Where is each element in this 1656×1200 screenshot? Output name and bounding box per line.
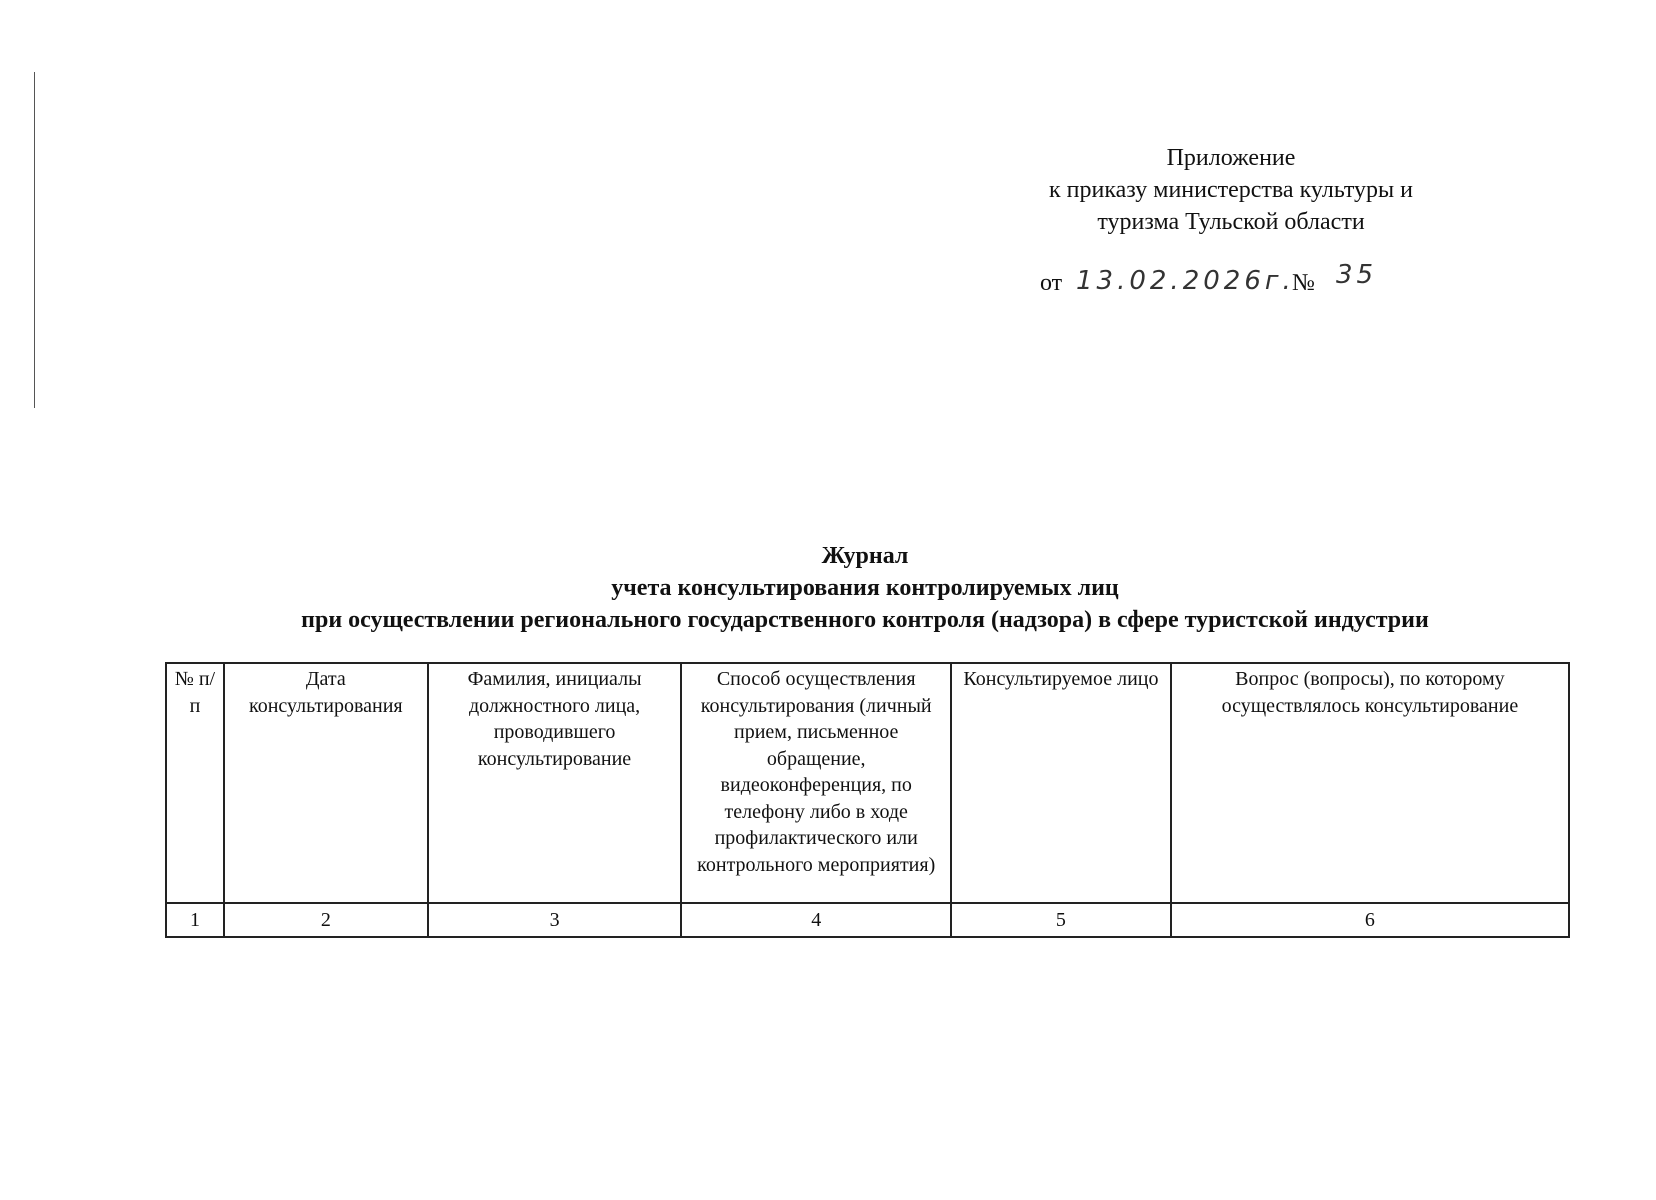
column-header-question: Вопрос (вопросы), по которому осуществлялось консультирование: [1171, 663, 1569, 903]
column-header-official: Фамилия, инициалы должностного лица, проводившего консультирование: [428, 663, 682, 903]
table-header-row: [166, 663, 1569, 903]
column-number-cell: 5: [951, 903, 1171, 937]
column-header-date: Дата консультирования: [224, 663, 428, 903]
page-margin-line: [34, 72, 35, 408]
appendix-ministry: туризма Тульской области: [1097, 209, 1365, 235]
journal-title-subtitle: учета консультирования контролируемых лиц: [611, 575, 1119, 601]
journal-table: [165, 662, 1570, 938]
column-header-person: Консультируемое лицо: [951, 663, 1171, 903]
column-header-method: Способ осуществления консультирования (личный прием, письменное обращение, видеоконференция, по телефону либо в ходе профилактического или контрольного мероприятия): [681, 663, 951, 903]
order-date-handwritten: 13.02.2026г.: [1076, 266, 1295, 296]
appendix-header: [1000, 142, 1462, 238]
appendix-title: Приложение: [1166, 145, 1296, 171]
order-from-label: от: [1040, 270, 1063, 296]
journal-title: [160, 540, 1570, 636]
column-number-row: [166, 903, 1569, 937]
journal-title-scope: при осуществлении регионального государственного контроля (надзора) в сфере туристской индустрии: [301, 607, 1429, 633]
order-date-number: [1040, 262, 1400, 306]
appendix-order-ref: к приказу министерства культуры и: [1048, 177, 1413, 203]
column-number-cell: 1: [166, 903, 224, 937]
column-number-cell: 2: [224, 903, 428, 937]
column-header-number: № п/п: [166, 663, 224, 903]
order-number-handwritten: 35: [1336, 260, 1378, 290]
column-number-cell: 4: [681, 903, 951, 937]
journal-title-main: Журнал: [821, 543, 909, 569]
column-number-cell: 6: [1171, 903, 1569, 937]
order-number-label: №: [1292, 270, 1315, 296]
column-number-cell: 3: [428, 903, 682, 937]
